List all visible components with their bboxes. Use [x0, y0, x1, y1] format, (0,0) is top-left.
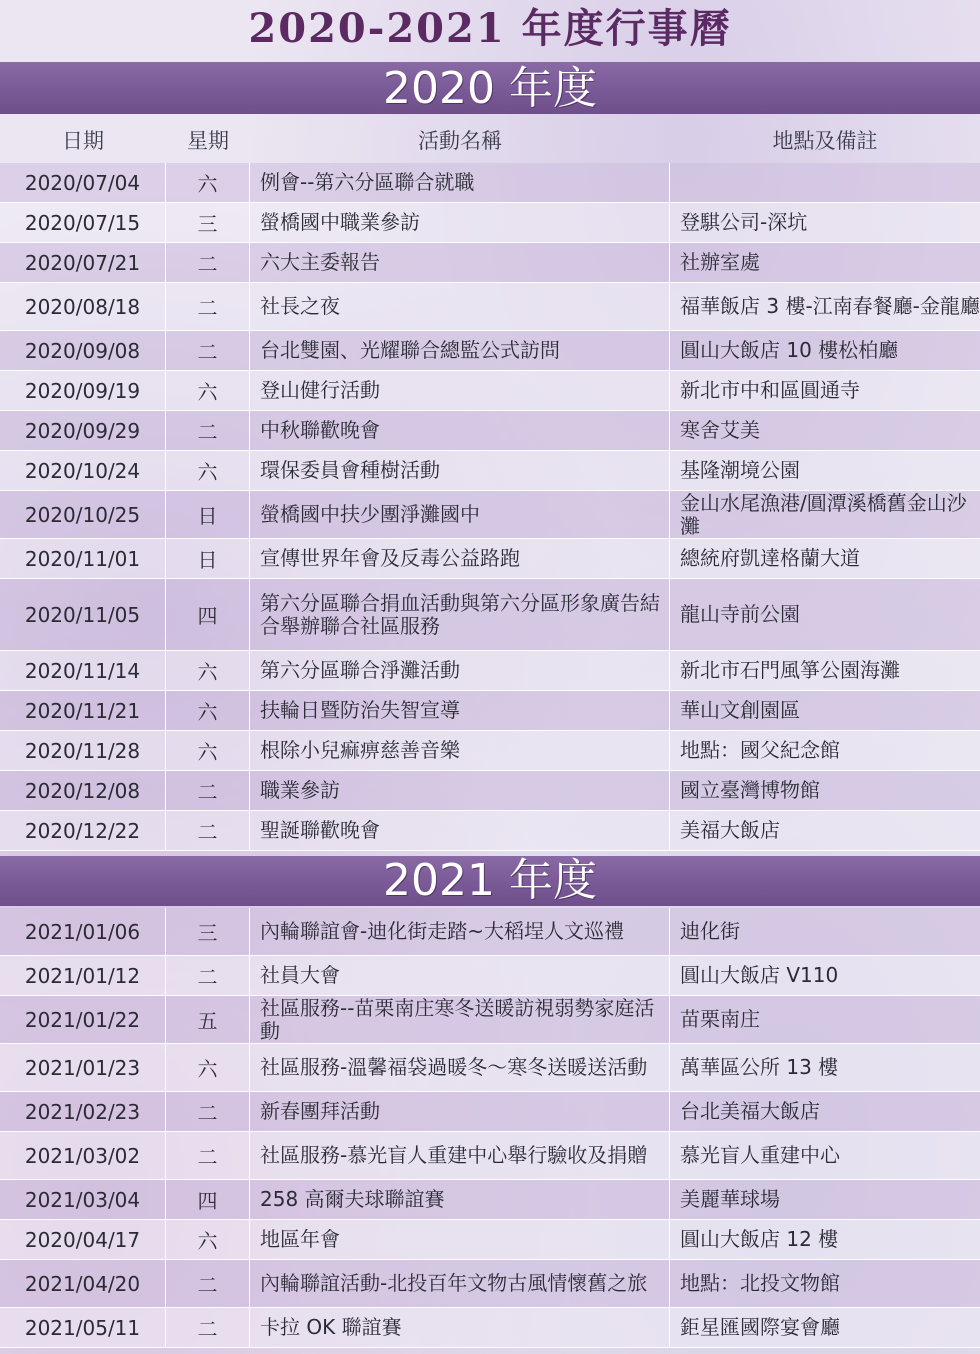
cell-event: 地區年會: [250, 1220, 670, 1259]
cell-location: 圓山大飯店 10 樓松柏廳: [680, 338, 899, 362]
cell-weekday: 六: [166, 163, 250, 202]
table-row: [0, 956, 980, 996]
cell-location: 圓山大飯店 V110: [680, 963, 839, 987]
cell-weekday: 三: [166, 203, 250, 242]
table-row: [0, 1260, 980, 1308]
table-row: [0, 163, 980, 203]
cell-location: 金山水尾漁港/圓潭溪橋舊金山沙灘: [680, 490, 967, 538]
cell-location: 地點：北投文物館: [680, 1271, 840, 1295]
cell-weekday: 二: [166, 1092, 250, 1131]
header-weekday: 星期: [187, 129, 229, 153]
year-2020-banner: 2020 年度: [0, 62, 980, 114]
cell-weekday: 四: [166, 579, 250, 650]
cell-weekday: 二: [166, 1260, 250, 1307]
cell-date: 2020/08/18: [0, 283, 166, 330]
table-2021: [0, 908, 980, 1348]
cell-weekday: 六: [166, 371, 250, 410]
cell-date: 2021/03/02: [0, 1132, 166, 1179]
table-row: [0, 283, 980, 331]
cell-location: 國立臺灣博物館: [680, 778, 820, 802]
cell-event: 宣傳世界年會及反毒公益路跑: [250, 539, 670, 578]
cell-weekday: 二: [166, 1132, 250, 1179]
cell-event: 扶輪日暨防治失智宣導: [250, 691, 670, 730]
table-2020: [0, 163, 980, 851]
cell-date: 2020/07/04: [0, 163, 166, 202]
cell-location: 登騏公司-深坑: [680, 210, 808, 234]
cell-location: 寒舍艾美: [680, 418, 760, 442]
cell-location: 龍山寺前公園: [680, 602, 800, 626]
cell-event: 內輪聯誼活動-北投百年文物古風情懷舊之旅: [250, 1260, 670, 1307]
table-row: [0, 539, 980, 579]
cell-date: 2021/01/06: [0, 908, 166, 955]
cell-date: 2020/11/14: [0, 651, 166, 690]
cell-date: 2020/09/29: [0, 411, 166, 450]
cell-weekday: 二: [166, 811, 250, 850]
cell-date: 2020/10/24: [0, 451, 166, 490]
table-row: [0, 1308, 980, 1348]
table-row: [0, 451, 980, 491]
cell-event: 根除小兒痲痹慈善音樂: [250, 731, 670, 770]
table-row: [0, 491, 980, 539]
cell-weekday: 二: [166, 411, 250, 450]
table-row: [0, 1044, 980, 1092]
cell-event: 螢橋國中扶少團淨灘國中: [250, 491, 670, 538]
cell-event: 例會--第六分區聯合就職: [250, 163, 670, 202]
cell-event: 社區服務-慕光盲人重建中心舉行驗收及捐贈: [250, 1132, 670, 1179]
table-row: [0, 771, 980, 811]
table-row: [0, 811, 980, 851]
cell-event: 社區服務-溫馨福袋過暖冬～寒冬送暖送活動: [250, 1044, 670, 1091]
cell-date: 2020/09/08: [0, 331, 166, 370]
cell-event: 六大主委報告: [250, 243, 670, 282]
cell-location: 慕光盲人重建中心: [680, 1143, 840, 1167]
cell-date: 2021/04/20: [0, 1260, 166, 1307]
cell-weekday: 二: [166, 283, 250, 330]
cell-date: 2020/11/05: [0, 579, 166, 650]
cell-event: 社長之夜: [250, 283, 670, 330]
cell-weekday: 六: [166, 651, 250, 690]
cell-location: [670, 163, 980, 202]
cell-location: 新北市中和區圓通寺: [680, 378, 860, 402]
cell-event: 聖誕聯歡晚會: [250, 811, 670, 850]
cell-date: 2020/10/25: [0, 491, 166, 538]
table-row: [0, 1220, 980, 1260]
cell-event: 台北雙園、光耀聯合總監公式訪問: [250, 331, 670, 370]
cell-date: 2020/12/22: [0, 811, 166, 850]
table-row: [0, 203, 980, 243]
cell-location: 地點：國父紀念館: [680, 738, 840, 762]
cell-date: 2020/12/08: [0, 771, 166, 810]
table-row: [0, 331, 980, 371]
cell-event: 職業參訪: [250, 771, 670, 810]
cell-event: 社員大會: [250, 956, 670, 995]
header-event: 活動名稱: [418, 129, 502, 153]
cell-date: 2020/11/01: [0, 539, 166, 578]
cell-event: 內輪聯誼會-迪化街走踏~大稻埕人文巡禮: [250, 908, 670, 955]
cell-date: 2020/09/19: [0, 371, 166, 410]
cell-event: 第六分區聯合捐血活動與第六分區形象廣告結合舉辦聯合社區服務: [250, 579, 670, 650]
header-location: 地點及備註: [772, 129, 878, 153]
cell-date: 2021/02/23: [0, 1092, 166, 1131]
cell-location: 台北美福大飯店: [680, 1099, 820, 1123]
cell-weekday: 二: [166, 243, 250, 282]
table-row: [0, 411, 980, 451]
table-row: [0, 908, 980, 956]
column-headers: [0, 120, 980, 162]
cell-event: 第六分區聯合淨灘活動: [250, 651, 670, 690]
cell-location: 圓山大飯店 12 樓: [680, 1227, 839, 1251]
cell-weekday: 五: [166, 996, 250, 1043]
header-date: 日期: [62, 129, 104, 153]
table-row: [0, 1180, 980, 1220]
cell-location: 美麗華球場: [680, 1187, 780, 1211]
table-row: [0, 1092, 980, 1132]
cell-date: 2021/05/11: [0, 1308, 166, 1347]
cell-location: 基隆潮境公園: [680, 458, 800, 482]
cell-weekday: 二: [166, 1308, 250, 1347]
cell-weekday: 日: [166, 491, 250, 538]
cell-date: 2020/07/15: [0, 203, 166, 242]
cell-weekday: 二: [166, 771, 250, 810]
cell-weekday: 日: [166, 539, 250, 578]
cell-date: 2020/07/21: [0, 243, 166, 282]
table-row: [0, 651, 980, 691]
cell-weekday: 二: [166, 331, 250, 370]
cell-weekday: 六: [166, 451, 250, 490]
cell-location: 鉅星匯國際宴會廳: [680, 1315, 840, 1339]
cell-date: 2020/11/21: [0, 691, 166, 730]
cell-date: 2020/04/17: [0, 1220, 166, 1259]
cell-weekday: 六: [166, 731, 250, 770]
table-row: [0, 691, 980, 731]
table-row: [0, 371, 980, 411]
cell-event: 登山健行活動: [250, 371, 670, 410]
cell-location: 迪化街: [680, 919, 740, 943]
cell-event: 中秋聯歡晚會: [250, 411, 670, 450]
cell-weekday: 四: [166, 1180, 250, 1219]
cell-event: 新春團拜活動: [250, 1092, 670, 1131]
cell-event: 社區服務--苗栗南庄寒冬送暖訪視弱勢家庭活動: [250, 996, 670, 1043]
cell-location: 萬華區公所 13 樓: [680, 1055, 839, 1079]
cell-date: 2021/01/23: [0, 1044, 166, 1091]
cell-event: 卡拉 OK 聯誼賽: [250, 1308, 670, 1347]
table-row: [0, 996, 980, 1044]
cell-location: 新北市石門風箏公園海灘: [680, 658, 900, 682]
cell-event: 螢橋國中職業參訪: [250, 203, 670, 242]
cell-location: 苗栗南庄: [680, 1007, 760, 1031]
cell-weekday: 六: [166, 691, 250, 730]
cell-weekday: 六: [166, 1220, 250, 1259]
cell-location: 美福大飯店: [680, 818, 780, 842]
cell-date: 2021/01/22: [0, 996, 166, 1043]
cell-date: 2021/03/04: [0, 1180, 166, 1219]
cell-date: 2021/01/12: [0, 956, 166, 995]
year-2021-banner: 2021 年度: [0, 856, 980, 906]
cell-location: 福華飯店 3 樓-江南春餐廳-金龍廳: [680, 294, 980, 318]
table-row: [0, 1132, 980, 1180]
cell-location: 華山文創園區: [680, 698, 800, 722]
cell-location: 總統府凱達格蘭大道: [680, 546, 860, 570]
page-title: 2020-2021 年度行事曆: [248, 5, 732, 52]
cell-date: 2020/11/28: [0, 731, 166, 770]
cell-weekday: 三: [166, 908, 250, 955]
table-row: [0, 243, 980, 283]
table-row: [0, 579, 980, 651]
cell-event: 環保委員會種樹活動: [250, 451, 670, 490]
table-row: [0, 731, 980, 771]
cell-event: 258 高爾夫球聯誼賽: [250, 1180, 670, 1219]
cell-location: 社辦室處: [680, 250, 760, 274]
cell-weekday: 二: [166, 956, 250, 995]
cell-weekday: 六: [166, 1044, 250, 1091]
